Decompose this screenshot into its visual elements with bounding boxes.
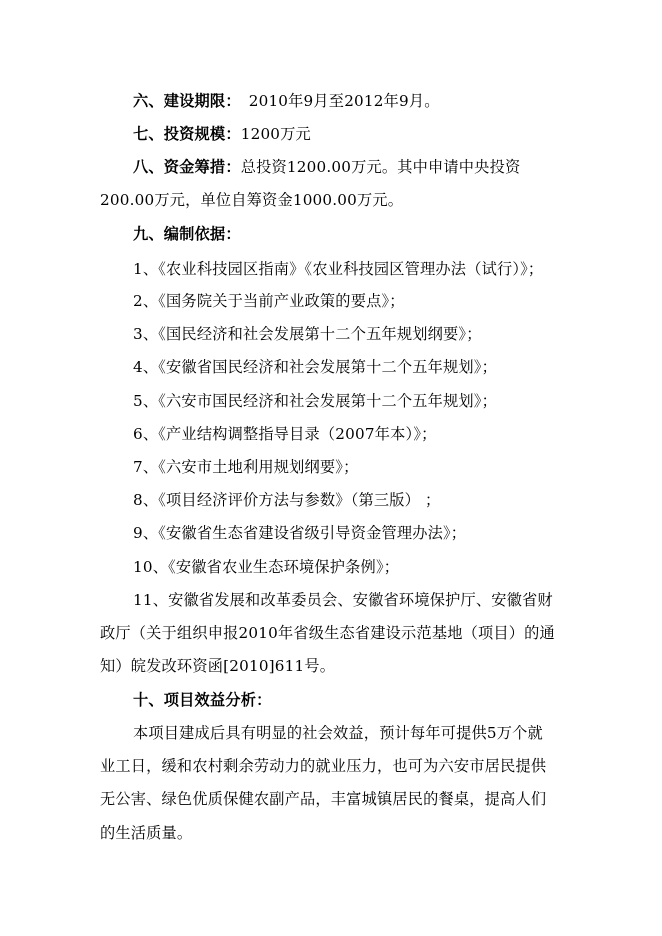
basis-item-8: 8、《项目经济评价方法与参数》（第三版） ； (133, 491, 441, 509)
basis-item-3: 3、《国民经济和社会发展第十二个五年规划纲要》； (133, 325, 482, 343)
section-8 (133, 157, 520, 177)
section-8-value-line2: 200.00万元，单位自筹资金1000.00万元。 (100, 191, 404, 209)
section-8-value-line1: 总投资1200.00万元。其中申请中央投资 (240, 158, 521, 176)
section-6-label: 六、建设期限： (133, 92, 241, 110)
section-10 (133, 690, 272, 710)
basis-item-5: 5、《六安市国民经济和社会发展第十二个五年规划》； (133, 392, 497, 410)
basis-item-11-line2: 政厅（关于组织申报2010年省级生态省建设示范基地（项目）的通 (100, 624, 555, 642)
basis-item-9: 9、《安徽省生态省建设省级引导资金管理办法》； (133, 524, 467, 542)
section-7 (133, 124, 311, 144)
benefit-para-line2: 业工日，缓和农村剩余劳动力的就业压力，也可为六安市居民提供 (100, 757, 547, 775)
section-10-label: 十、项目效益分析： (133, 691, 272, 709)
section-7-value: 1200万元 (240, 125, 311, 143)
basis-item-7: 7、《六安市土地利用规划纲要》； (133, 458, 359, 476)
basis-item-2: 2、《国务院关于当前产业政策的要点》； (133, 292, 405, 310)
basis-item-1: 1、《农业科技园区指南》《农业科技园区管理办法（试行）》； (133, 260, 544, 278)
basis-item-4: 4、《安徽省国民经济和社会发展第十二个五年规划》； (133, 358, 497, 376)
basis-item-11-line3: 知）皖发改环资函[2010]611号。 (100, 657, 336, 675)
section-6 (133, 91, 440, 111)
section-8-label: 八、资金筹措： (133, 158, 241, 176)
benefit-para-line1: 本项目建成后具有明显的社会效益，预计每年可提供5万个就 (133, 724, 543, 742)
basis-item-11-line1: 11、安徽省发展和改革委员会、安徽省环境保护厅、安徽省财 (133, 591, 553, 609)
basis-item-6: 6、《产业结构调整指导目录（2007年本）》； (133, 425, 437, 443)
benefit-para-line3: 无公害、绿色优质保健农副产品，丰富城镇居民的餐桌，提高人们 (100, 790, 547, 808)
section-7-label: 七、投资规模： (133, 125, 241, 143)
section-6-value: 2010年9月至2012年9月。 (248, 92, 440, 110)
basis-item-10: 10、《安徽省农业生态环境保护条例》； (133, 558, 400, 576)
benefit-para-line4: 的生活质量。 (100, 824, 193, 842)
section-9-label: 九、编制依据： (133, 225, 241, 243)
section-9 (133, 224, 241, 244)
